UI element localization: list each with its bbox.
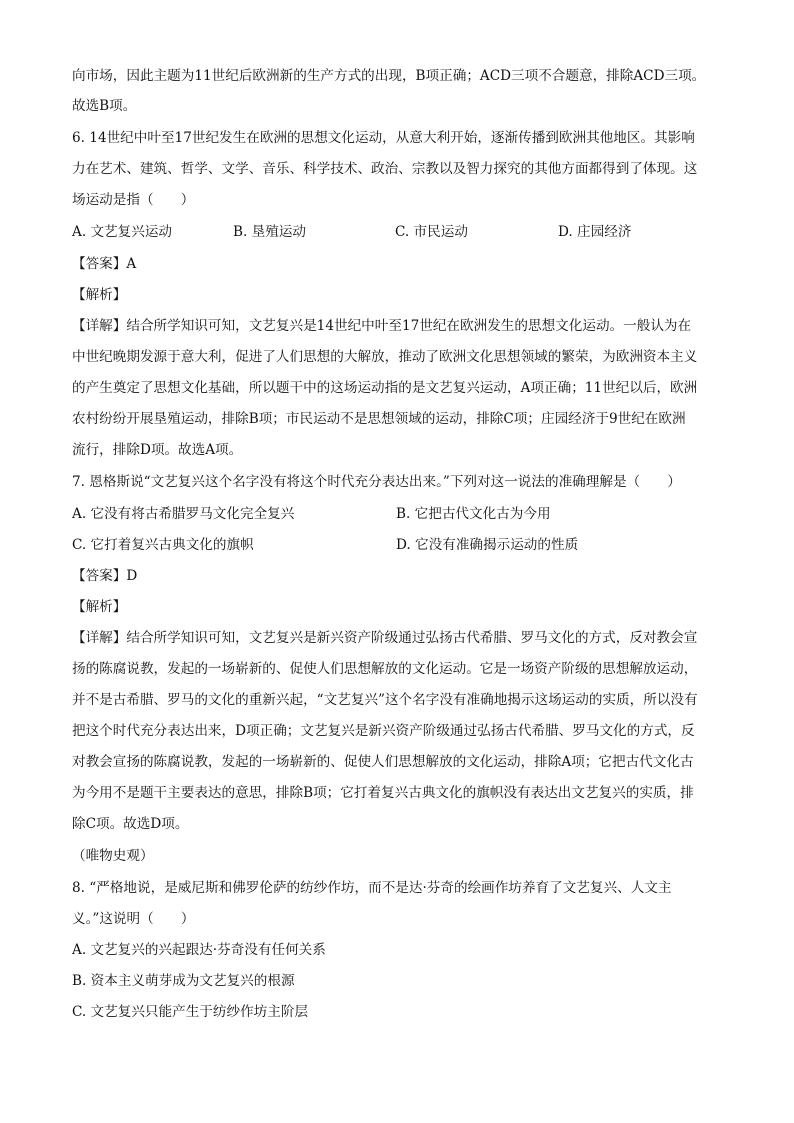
explanation-line: 对教会宣扬的陈腐说教，发起的一场崭新的、促使人们思想解放的文化运动，排除A项；它把古代文化古 xyxy=(72,754,694,770)
explanation-line: 的产生奠定了思想文化基础，所以题干中的这场运动指的是文艺复兴运动，A项正确；11世纪以后，欧洲 xyxy=(72,380,698,396)
question-8-stem: 义。”这说明（ ） xyxy=(72,911,195,927)
explanation-line: 除C项。故选D项。 xyxy=(72,816,189,832)
question-6-option-c: C. 市民运动 xyxy=(395,224,468,240)
question-7-stem: 7. 恩格斯说“文艺复兴这个名字没有将这个时代充分表达出来。”下列对这一说法的准确理解是（ ） xyxy=(72,474,681,490)
question-6-stem: 场运动是指（ ） xyxy=(72,192,195,208)
answer-label: 【答案】D xyxy=(72,568,138,584)
explanation-line: 扬的陈腐说教，发起的一场崭新的、促使人们思想解放的文化运动。它是一场资产阶级的思想解放运动， xyxy=(72,661,698,677)
explanation-line: 为今用不是题干主要表达的意思，排除B项；它打着复兴古典文化的旗帜没有表达出文艺复兴的实质，排 xyxy=(72,785,694,801)
question-6-stem: 力在艺术、建筑、哲学、文学、音乐、科学技术、政治、宗教以及智力探究的其他方面都得到了体现。这 xyxy=(72,161,698,177)
question-8-option-b: B. 资本主义萌芽成为文艺复兴的根源 xyxy=(72,973,295,989)
answer-label: 【答案】A xyxy=(72,256,137,272)
analysis-label: 【解析】 xyxy=(72,287,127,303)
question-8-option-c: C. 文艺复兴只能产生于纺纱作坊主阶层 xyxy=(72,1004,309,1020)
question-6-option-d: D. 庄园经济 xyxy=(558,224,632,240)
question-6-stem: 6. 14世纪中叶至17世纪发生在欧洲的思想文化运动，从意大利开始，逐渐传播到欧洲其他地区。其影响 xyxy=(72,130,695,146)
question-7-option-d: D. 它没有准确揭示运动的性质 xyxy=(396,537,579,553)
explanation-line: 把这个时代充分表达出来，D项正确；文艺复兴是新兴资产阶级通过弘扬古代希腊、罗马文化的方式，反 xyxy=(72,723,695,739)
explanation-line: 流行，排除D项。故选A项。 xyxy=(72,442,243,458)
question-7-option-a: A. 它没有将古希腊罗马文化完全复兴 xyxy=(72,506,295,522)
text-line: 向市场，因此主题为11世纪后欧洲新的生产方式的出现，B项正确；ACD三项不合题意，排除ACD三项。 xyxy=(72,68,706,84)
explanation-line: 并不是古希腊、罗马的文化的重新兴起，“文艺复兴”这个名字没有准确地揭示这场运动的实质，所以没有 xyxy=(72,692,698,708)
question-7-option-b: B. 它把古代文化古为今用 xyxy=(396,506,551,522)
question-6-option-b: B. 垦殖运动 xyxy=(233,224,307,240)
analysis-label: 【解析】 xyxy=(72,599,127,615)
question-8-option-a: A. 文艺复兴的兴起跟达·芬奇没有任何关系 xyxy=(72,942,326,958)
section-tag: （唯物史观） xyxy=(72,848,154,864)
explanation-line: 农村纷纷开展垦殖运动，排除B项；市民运动不是思想领域的运动，排除C项；庄园经济于9世纪在欧洲 xyxy=(72,411,686,427)
explanation-line: 中世纪晚期发源于意大利，促进了人们思想的大解放，推动了欧洲文化思想领域的繁荣，为欧洲资本主义 xyxy=(72,349,698,365)
text-line: 故选B项。 xyxy=(72,98,137,114)
question-8-stem: 8. “严格地说，是威尼斯和佛罗伦萨的纺纱作坊，而不是达·芬奇的绘画作坊养育了文艺复兴、人文主 xyxy=(72,880,672,896)
question-6-option-a: A. 文艺复兴运动 xyxy=(72,224,173,240)
explanation-line: 【详解】结合所学知识可知，文艺复兴是新兴资产阶级通过弘扬古代希腊、罗马文化的方式，反对教会宣 xyxy=(72,630,698,646)
explanation-line: 【详解】结合所学知识可知，文艺复兴是14世纪中叶至17世纪在欧洲发生的思想文化运动。一般认为在 xyxy=(72,318,692,334)
question-7-option-c: C. 它打着复兴古典文化的旗帜 xyxy=(72,537,254,553)
